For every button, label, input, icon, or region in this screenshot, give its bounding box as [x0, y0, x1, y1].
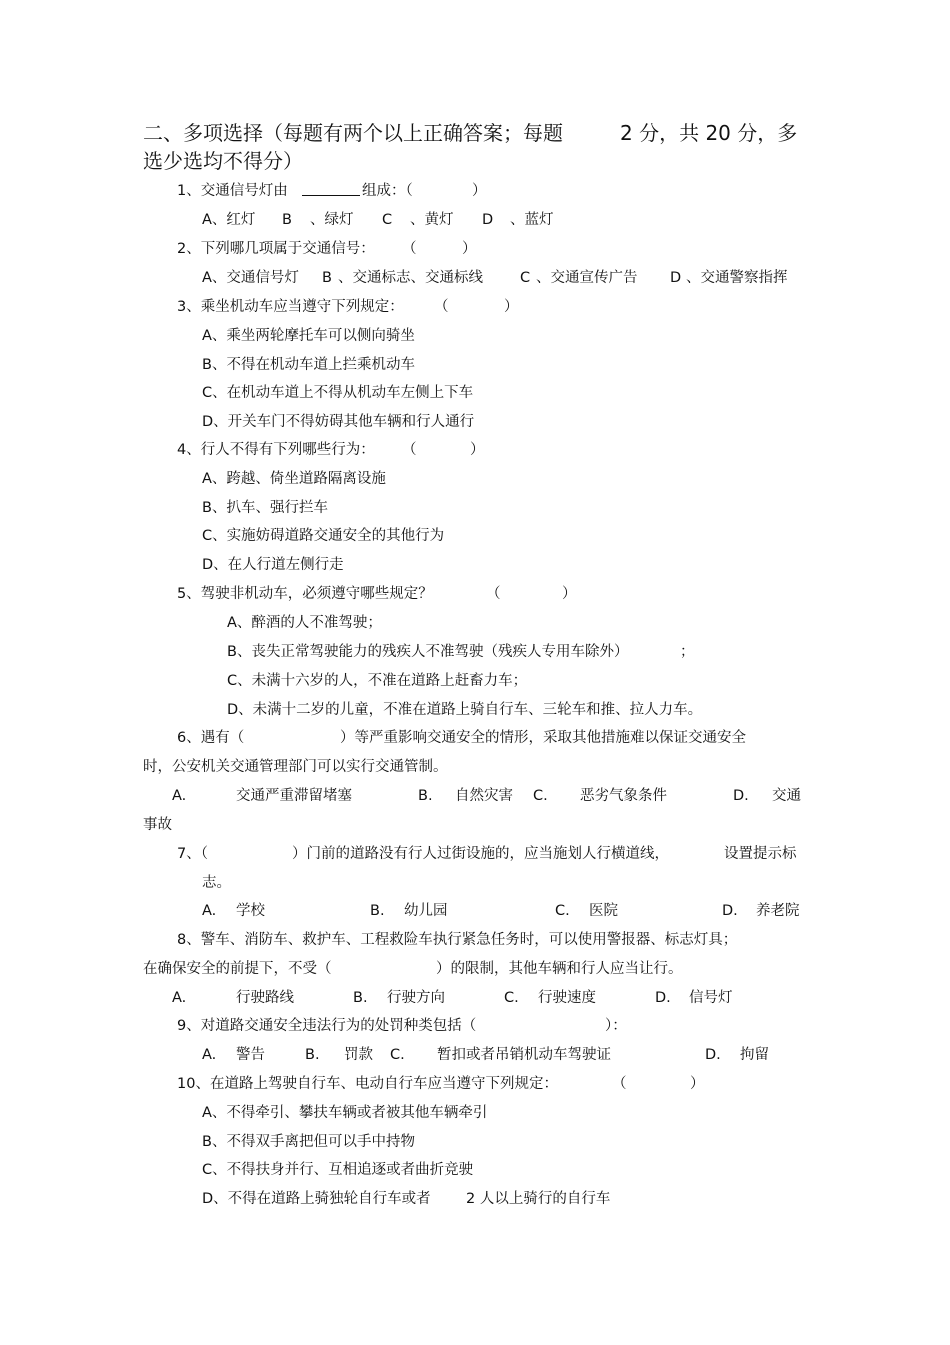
q7-option-b-label: B.: [370, 903, 385, 919]
q9-stem-a: 9、对道路交通安全违法行为的处罚种类包括（: [177, 1018, 477, 1034]
q4-paren-close: ）: [470, 442, 485, 458]
q6-option-d: 交通: [772, 788, 801, 804]
q7-option-a-label: A.: [202, 903, 217, 919]
q9-option-b-label: B.: [305, 1047, 320, 1063]
q1-option-c: 、黄灯: [410, 212, 454, 228]
q9-stem-b: ）：: [605, 1018, 627, 1034]
section-title-line1-b: 2 分，共 20 分，多: [620, 121, 798, 145]
q9-option-a: 警告: [236, 1047, 265, 1063]
q1-stem-b: 组成：（: [362, 183, 413, 199]
q8-option-d-label: D.: [655, 990, 671, 1006]
q6-stem-b: ）等严重影响交通安全的情形，采取其他措施难以保证交通安全: [340, 730, 746, 746]
q2-option-b: 、交通标志、交通标线: [338, 270, 483, 286]
q7-option-a: 学校: [236, 903, 265, 919]
q6-option-c: 恶劣气象条件: [580, 788, 667, 804]
q8-option-d: 信号灯: [689, 990, 733, 1006]
q2-option-c-letter: C: [520, 270, 531, 286]
q1-stem-c: ）: [472, 183, 487, 199]
q6-option-a-label: A.: [172, 788, 187, 804]
q5-stem: 5、驾驶非机动车，必须遵守哪些规定？: [177, 586, 433, 602]
q3-paren-close: ）: [504, 299, 519, 315]
q4-stem: 4、行人不得有下列哪些行为：: [177, 442, 375, 458]
q3-stem: 3、乘坐机动车应当遵守下列规定：: [177, 299, 404, 315]
q2-option-d: 、交通警察指挥: [686, 270, 788, 286]
q6-stem-line2: 时，公安机关交通管理部门可以实行交通管制。: [143, 759, 448, 775]
q5-option-b: B、丧失正常驾驶能力的残疾人不准驾驶（残疾人专用车除外）: [227, 644, 629, 660]
q3-option-c: C、在机动车道上不得从机动车左侧上下车: [202, 385, 474, 401]
q7-stem-line2: 志。: [202, 875, 231, 891]
q7-option-b: 幼儿园: [404, 903, 448, 919]
q6-option-b-label: B.: [418, 788, 433, 804]
q5-option-c: C、未满十六岁的人，不准在道路上赶畜力车；: [227, 673, 528, 689]
q7-stem-a: 7、（: [177, 846, 208, 862]
q7-stem-c: 设置提示标: [724, 846, 797, 862]
q9-option-b: 罚款: [344, 1047, 373, 1063]
q10-option-a: A、不得牵引、攀扶车辆或者被其他车辆牵引: [202, 1105, 488, 1121]
q9-option-d: 拘留: [740, 1047, 769, 1063]
q6-option-a: 交通严重滞留堵塞: [236, 788, 352, 804]
q8-option-c-label: C.: [504, 990, 519, 1006]
q8-option-a: 行驶路线: [236, 990, 294, 1006]
q1-option-d-letter: D: [482, 212, 494, 228]
q4-option-b: B、扒车、强行拦车: [202, 500, 328, 516]
q7-option-d: 养老院: [756, 903, 800, 919]
q8-stem-line2-a: 在确保安全的前提下，不受（: [143, 961, 332, 977]
q5-option-a: A、醉酒的人不准驾驶；: [227, 615, 382, 631]
q8-stem-line2-b: ）的限制，其他车辆和行人应当让行。: [436, 961, 683, 977]
q2-option-a: A、交通信号灯: [202, 270, 299, 286]
q5-paren-close: ）: [562, 586, 577, 602]
q8-stem: 8、警车、消防车、救护车、工程救险车执行紧急任务时，可以使用警报器、标志灯具；: [177, 932, 738, 948]
q9-option-d-label: D.: [705, 1047, 721, 1063]
q2-option-c: 、交通宣传广告: [536, 270, 638, 286]
q4-option-c: C、实施妨碍道路交通安全的其他行为: [202, 528, 445, 544]
q6-option-b: 自然灾害: [455, 788, 513, 804]
q6-option-d-label: D.: [733, 788, 749, 804]
q10-paren-open: （: [612, 1076, 627, 1092]
q7-stem-b: ）门前的道路没有行人过街设施的，应当施划人行横道线，: [292, 846, 669, 862]
section-title-line2: 选少选均不得分）: [143, 149, 303, 173]
q3-option-d: D、开关车门不得妨碍其他车辆和行人通行: [202, 414, 475, 430]
q2-paren-close: ）: [462, 241, 477, 257]
q4-option-d: D、在人行道左侧行走: [202, 557, 344, 573]
q1-answer-blank[interactable]: [302, 182, 360, 201]
q8-option-c: 行驶速度: [538, 990, 596, 1006]
q2-stem: 2、下列哪几项属于交通信号：: [177, 241, 375, 257]
q2-option-b-letter: B: [322, 270, 332, 286]
q2-option-d-letter: D: [670, 270, 682, 286]
q10-option-c: C、不得扶身并行、互相追逐或者曲折竞驶: [202, 1162, 474, 1178]
q6-option-d-line2: 事故: [143, 817, 172, 833]
q5-option-b-end: ；: [680, 644, 695, 660]
q1-option-d: 、蓝灯: [510, 212, 554, 228]
q9-option-c-label: C.: [390, 1047, 405, 1063]
q3-option-a: A、乘坐两轮摩托车可以侧向骑坐: [202, 328, 415, 344]
q7-option-d-label: D.: [722, 903, 738, 919]
q1-option-b-letter: B: [282, 212, 292, 228]
q2-paren-open: （: [402, 241, 417, 257]
q8-option-a-label: A.: [172, 990, 187, 1006]
q5-paren-open: （: [486, 586, 501, 602]
q10-paren-close: ）: [690, 1076, 705, 1092]
q10-stem: 10、在道路上驾驶自行车、电动自行车应当遵守下列规定：: [177, 1076, 558, 1092]
q7-option-c-label: C.: [555, 903, 570, 919]
q1-option-a: A、红灯: [202, 212, 256, 228]
q6-option-c-label: C.: [533, 788, 548, 804]
section-title-line1-a: 二、多项选择（每题有两个以上正确答案；每题: [143, 121, 563, 145]
q4-option-a: A、跨越、倚坐道路隔离设施: [202, 471, 386, 487]
q10-option-d-a: D、不得在道路上骑独轮自行车或者: [202, 1191, 431, 1207]
q7-option-c: 医院: [589, 903, 618, 919]
q1-stem-a: 1、交通信号灯由: [177, 183, 288, 199]
q9-option-a-label: A.: [202, 1047, 217, 1063]
q8-option-b-label: B.: [353, 990, 368, 1006]
q3-paren-open: （: [434, 299, 449, 315]
q1-option-c-letter: C: [382, 212, 393, 228]
q10-option-b: B、不得双手离把但可以手中持物: [202, 1134, 415, 1150]
q4-paren-open: （: [402, 442, 417, 458]
q8-option-b: 行驶方向: [387, 990, 445, 1006]
q3-option-b: B、不得在机动车道上拦乘机动车: [202, 357, 415, 373]
q10-option-d-b: 2 人以上骑行的自行车: [466, 1191, 611, 1207]
q6-stem-a: 6、遇有（: [177, 730, 245, 746]
q9-option-c: 暂扣或者吊销机动车驾驶证: [437, 1047, 611, 1063]
q5-option-d: D、未满十二岁的儿童，不准在道路上骑自行车、三轮车和推、拉人力车。: [227, 702, 703, 718]
q1-option-b: 、绿灯: [310, 212, 354, 228]
